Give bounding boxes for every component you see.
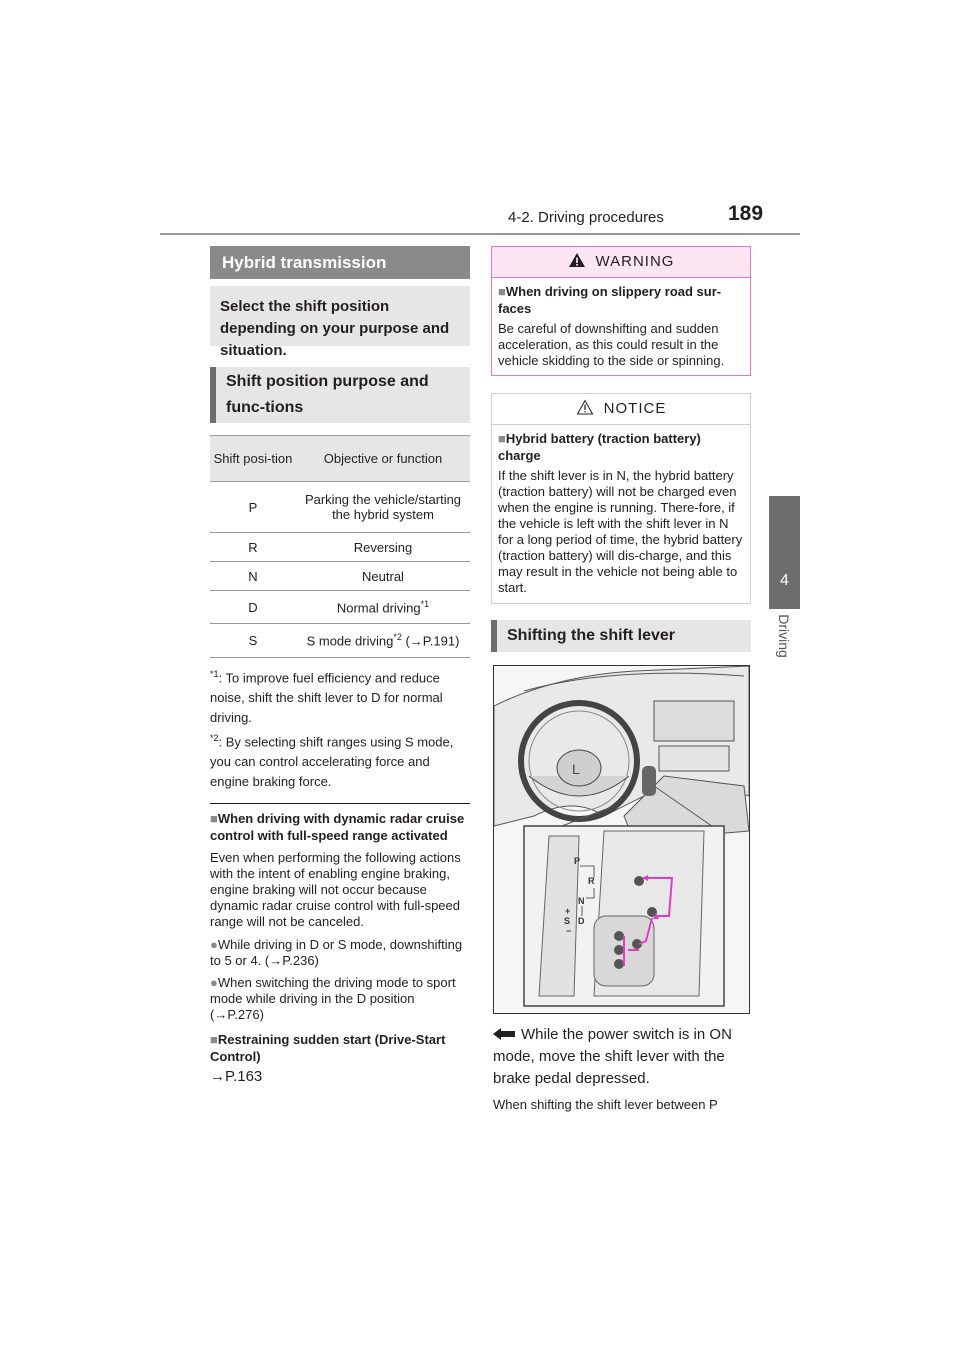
warning-header: [492, 247, 750, 278]
warning-box: [491, 246, 751, 376]
bullet-item: [210, 975, 472, 1023]
table-cell-position: N: [210, 562, 296, 591]
section-title-shifting: [491, 620, 751, 652]
square-bullet-icon: ■: [210, 811, 218, 826]
subsection-title: [210, 367, 470, 423]
chapter-label: Driving: [776, 614, 792, 658]
table-row: [210, 591, 470, 624]
shift-lever-illustration: [493, 665, 750, 1014]
notice-body: If the shift lever is in N, the hybrid battery (traction battery) will not be charged even when the engine is running. There-fore, if the vehicle is left with the shift lever in N for a long period of time, the hybrid battery (traction battery) will dis-charge, and this may result in the vehicle not being able to start.: [498, 468, 743, 595]
warning-item-text: When driving on slippery road sur-faces: [498, 284, 722, 316]
table-cell-function: [296, 591, 470, 624]
gate-label-plus: +: [565, 906, 571, 916]
header-rule: [160, 233, 800, 235]
table-cell-position: P: [210, 482, 296, 533]
item-title-drive-start: [210, 1031, 472, 1065]
bullet-text: While driving in D or S mode, downshifting to 5 or 4. (→P.236): [210, 937, 463, 968]
table-cell-function: Reversing: [296, 533, 470, 562]
footnote-mark: *1: [210, 669, 219, 679]
table-row: [210, 624, 470, 658]
trailing-text: When shifting the shift lever between P: [493, 1097, 718, 1112]
square-bullet-icon: ■: [210, 1032, 218, 1047]
intro-text: Select the shift position depending on your purpose and situation.: [220, 298, 450, 359]
table-cell-function: Neutral: [296, 562, 470, 591]
page-number: 189: [728, 202, 764, 225]
gate-label-r: R: [588, 876, 595, 886]
notice-box: [491, 393, 751, 604]
table-row: [210, 562, 470, 591]
function-text: Normal driving: [336, 600, 421, 616]
warning-item-title: [492, 278, 750, 317]
gate-label-p: P: [574, 856, 581, 866]
footnote-2: [210, 728, 472, 792]
caption-text: While the power switch is in ON mode, move the shift lever with the brake pedal depressed.: [493, 1026, 732, 1087]
warning-title: WARNING: [595, 253, 675, 270]
table-cell-position: R: [210, 533, 296, 562]
caption: [493, 1024, 755, 1090]
warning-icon: [568, 252, 586, 268]
subsection-title-text: Shift position purpose and func-tions: [226, 373, 429, 416]
section-title-text: Shifting the shift lever: [507, 627, 676, 644]
shift-position-table: [210, 435, 470, 658]
footnote-mark: *2: [210, 733, 219, 743]
table-row: [210, 482, 470, 533]
bullet-item: [210, 937, 472, 969]
section-title-text: Hybrid transmission: [222, 252, 387, 272]
notice-item-text: Hybrid battery (traction battery) charge: [498, 431, 701, 463]
notice-header: [492, 394, 750, 425]
table-cell-function: Parking the vehicle/starting the hybrid system: [296, 482, 470, 533]
function-text: S mode driving: [306, 633, 394, 649]
section-title-hybrid: [210, 246, 470, 279]
gate-label-minus: −: [566, 926, 572, 936]
item-title-text: When driving with dynamic radar cruise control with full-speed range activated: [210, 811, 465, 843]
gate-label-n: N: [578, 896, 585, 906]
page-reference: (→P.191): [401, 633, 460, 649]
table-cell-function: [296, 624, 470, 658]
caution-icon: [576, 399, 594, 415]
gate-label-s: S: [564, 916, 571, 926]
table-row: [210, 533, 470, 562]
round-bullet-icon: ●: [210, 937, 218, 952]
item-title-dynamic-radar: [210, 810, 472, 844]
page-reference: →P.163: [210, 1068, 263, 1085]
square-bullet-icon: ■: [498, 284, 506, 299]
footnote-ref: *1: [420, 598, 430, 609]
notice-item-title: [492, 425, 750, 464]
bullet-text: When switching the driving mode to sport mode while driving in the D position (→P.276): [210, 975, 456, 1022]
footnote-1: [210, 664, 472, 728]
square-bullet-icon: ■: [498, 431, 506, 446]
chapter-tab: [769, 496, 800, 609]
item-title-text: Restraining sudden start (Drive-Start Control): [210, 1032, 446, 1064]
table-header-function: Objective or function: [296, 436, 470, 482]
left-arrow-icon: [493, 1028, 515, 1040]
section-heading: 4-2. Driving procedures: [508, 209, 664, 226]
svg-text:L: L: [572, 761, 580, 777]
footnote-text: : By selecting shift ranges using S mode, you can control accelerating force and engine braking force.: [210, 734, 454, 790]
chapter-number: 4: [780, 572, 789, 589]
footnote-ref: *2: [393, 632, 402, 643]
warning-body: Be careful of downshifting and sudden acceleration, as this could result in the vehicle skidding to the side or spinning.: [498, 321, 725, 368]
intro-box: [210, 286, 470, 359]
divider: [210, 803, 470, 804]
footnote-text: : To improve fuel efficiency and reduce noise, shift the shift lever to D for normal driving.: [210, 670, 443, 726]
table-cell-position: D: [210, 591, 296, 624]
item-body-dynamic-radar: Even when performing the following actions with the intent of enabling engine braking, engine braking will not occur because dynamic radar cruise control with full-speed range will not be canceled.: [210, 850, 461, 929]
notice-title: NOTICE: [603, 400, 667, 417]
cockpit-drawing: [494, 666, 749, 1013]
table-cell-position: S: [210, 624, 296, 658]
gate-label-d: D: [578, 916, 585, 926]
round-bullet-icon: ●: [210, 975, 218, 990]
table-header-position: Shift posi-tion: [210, 436, 296, 482]
